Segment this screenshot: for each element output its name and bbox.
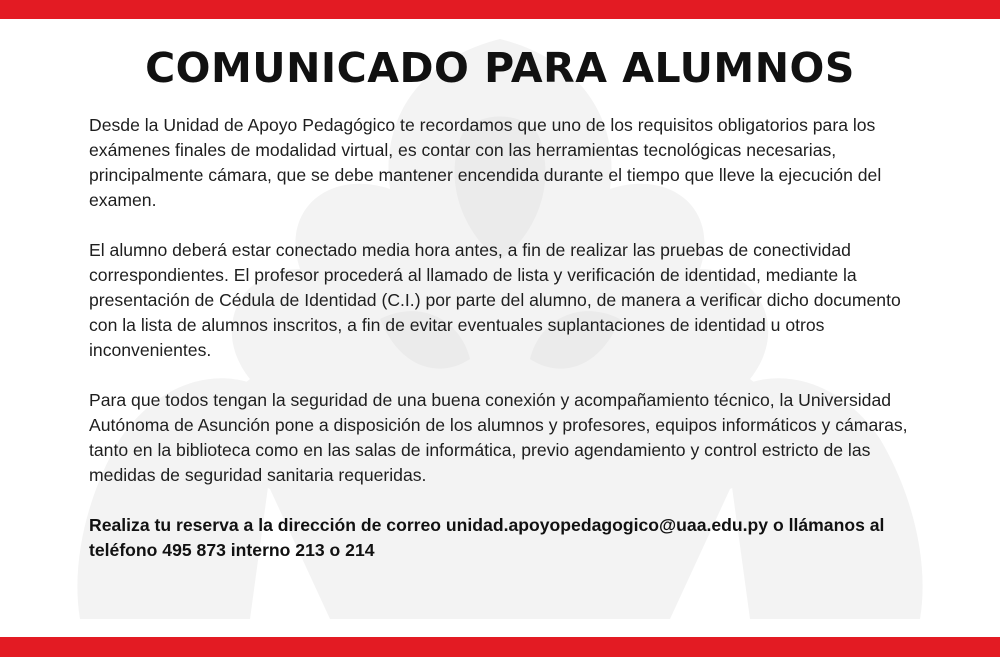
- top-red-bar: [0, 0, 1000, 19]
- paragraph-requirements: Desde la Unidad de Apoyo Pedagógico te recordamos que uno de los requisitos obligatorios para los exámenes finales de modalidad virtual, es contar con las herramientas tecnológicas necesarias, principalmente cámara, que se debe mantener encendida durante el tiempo que lleve la ejecución del examen.: [89, 115, 882, 210]
- page-title: COMUNICADO PARA ALUMNOS: [145, 44, 855, 92]
- announcement-body: [89, 113, 919, 588]
- paragraph-identity-check: El alumno deberá estar conectado media hora antes, a fin de realizar las pruebas de conectividad correspondientes. El profesor procederá al llamado de lista y verificación de identidad, mediante la presentación de Cédula de Identidad (C.I.) por parte del alumno, de manera a verificar dicho documento con la lista de alumnos inscritos, a fin de evitar eventuales suplantaciones de identidad u otros inconvenientes.: [89, 240, 901, 360]
- bottom-red-bar: [0, 637, 1000, 657]
- contact-cta: Realiza tu reserva a la dirección de correo unidad.apoyopedagogico@uaa.edu.py o llámanos al teléfono 495 873 interno 213 o 214: [89, 515, 885, 560]
- paragraph-equipment: Para que todos tengan la seguridad de una buena conexión y acompañamiento técnico, la Universidad Autónoma de Asunción pone a disposición de los alumnos y profesores, equipos informáticos y cámaras, tanto en la biblioteca como en las salas de informática, previo agendamiento y control estricto de las medidas de seguridad sanitaria requeridas.: [89, 390, 908, 485]
